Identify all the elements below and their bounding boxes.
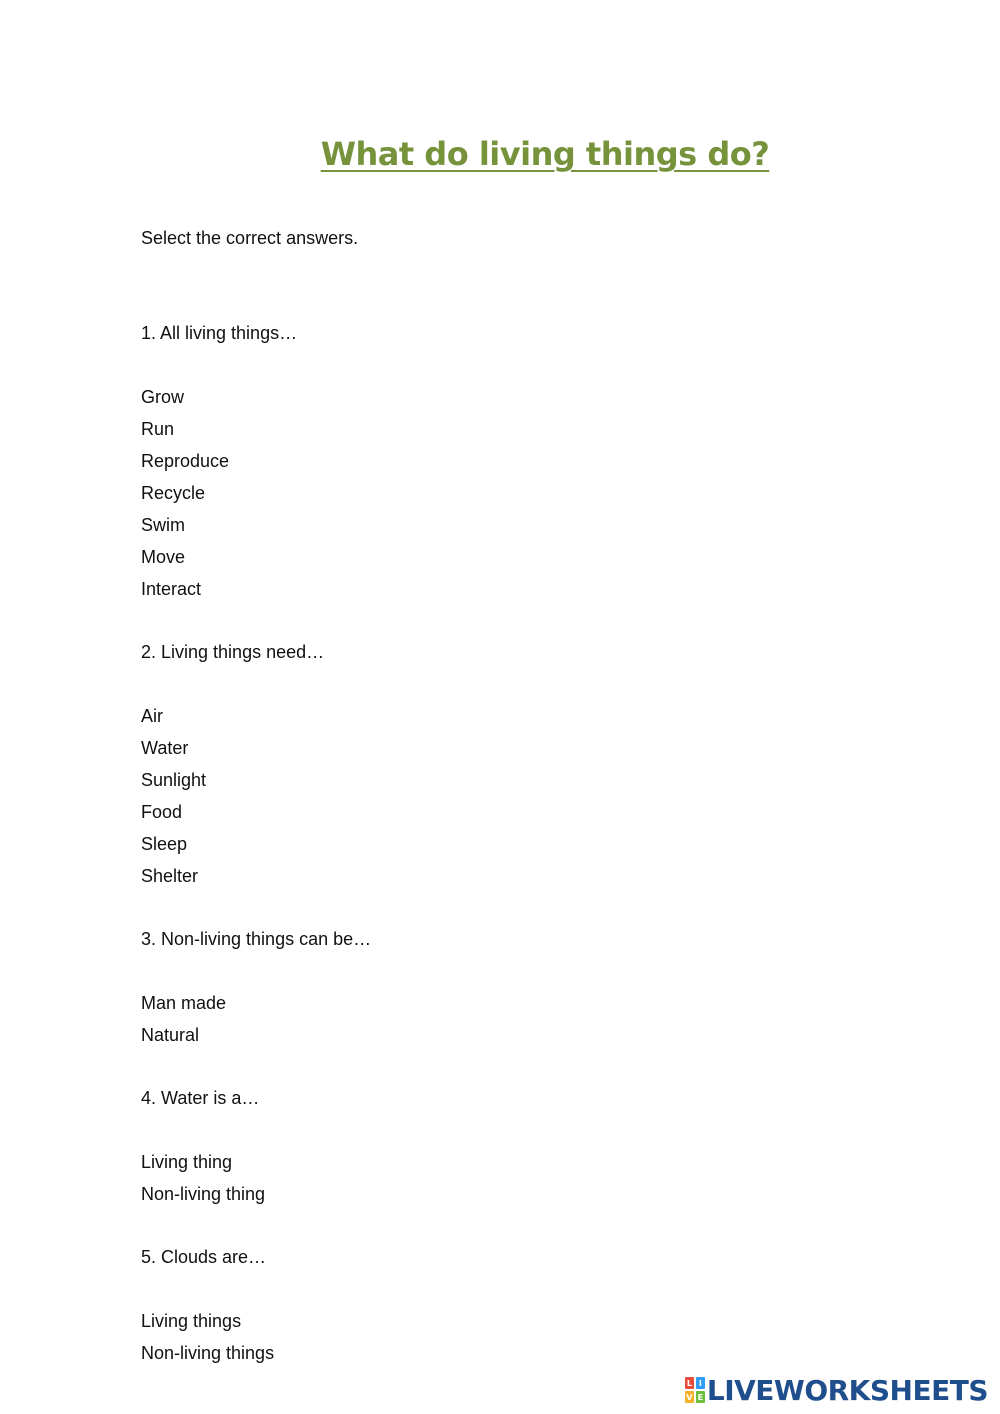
question-2-option[interactable]: Water: [141, 738, 189, 758]
page-title-text: What do living things do?: [320, 135, 770, 173]
question-2-option[interactable]: Shelter: [141, 866, 199, 886]
liveworksheets-logo-icon: [685, 1377, 705, 1403]
question-3-option[interactable]: Natural: [141, 1025, 200, 1045]
question-1-option[interactable]: Swim: [141, 515, 185, 535]
question-1-option[interactable]: Run: [141, 419, 175, 439]
brand-name: LIVEWORKSHEETS: [706, 1373, 988, 1407]
question-1-option[interactable]: Reproduce: [141, 451, 230, 471]
logo-letter-i: I: [696, 1377, 705, 1389]
question-1-option[interactable]: Recycle: [141, 483, 206, 503]
question-5-option[interactable]: Non-living things: [141, 1343, 275, 1363]
question-2-prompt: 2. Living things need…: [141, 642, 325, 662]
question-1-option[interactable]: Move: [141, 547, 186, 567]
question-1-option[interactable]: Interact: [141, 579, 202, 599]
question-1-prompt: 1. All living things…: [141, 323, 298, 343]
question-4-prompt: 4. Water is a…: [141, 1088, 260, 1108]
question-2-option[interactable]: Sunlight: [141, 770, 207, 790]
question-4-option[interactable]: Non-living thing: [141, 1184, 266, 1204]
page-title: [0, 134, 1000, 174]
question-4-option[interactable]: Living thing: [141, 1152, 233, 1172]
logo-letter-l: L: [686, 1378, 692, 1388]
question-5-option[interactable]: Living things: [141, 1311, 242, 1331]
instructions: Select the correct answers.: [141, 228, 359, 248]
question-3-option[interactable]: Man made: [141, 993, 227, 1013]
question-2-option[interactable]: Air: [141, 706, 163, 726]
question-5-prompt: 5. Clouds are…: [141, 1247, 267, 1267]
question-3-prompt: 3. Non-living things can be…: [141, 929, 372, 949]
question-1-option[interactable]: Grow: [141, 387, 185, 407]
liveworksheets-brand: [685, 1374, 988, 1406]
logo-letter-v: V: [686, 1392, 693, 1402]
question-2-option[interactable]: Sleep: [141, 834, 188, 854]
logo-letter-e: E: [697, 1392, 704, 1402]
question-2-option[interactable]: Food: [141, 802, 183, 822]
